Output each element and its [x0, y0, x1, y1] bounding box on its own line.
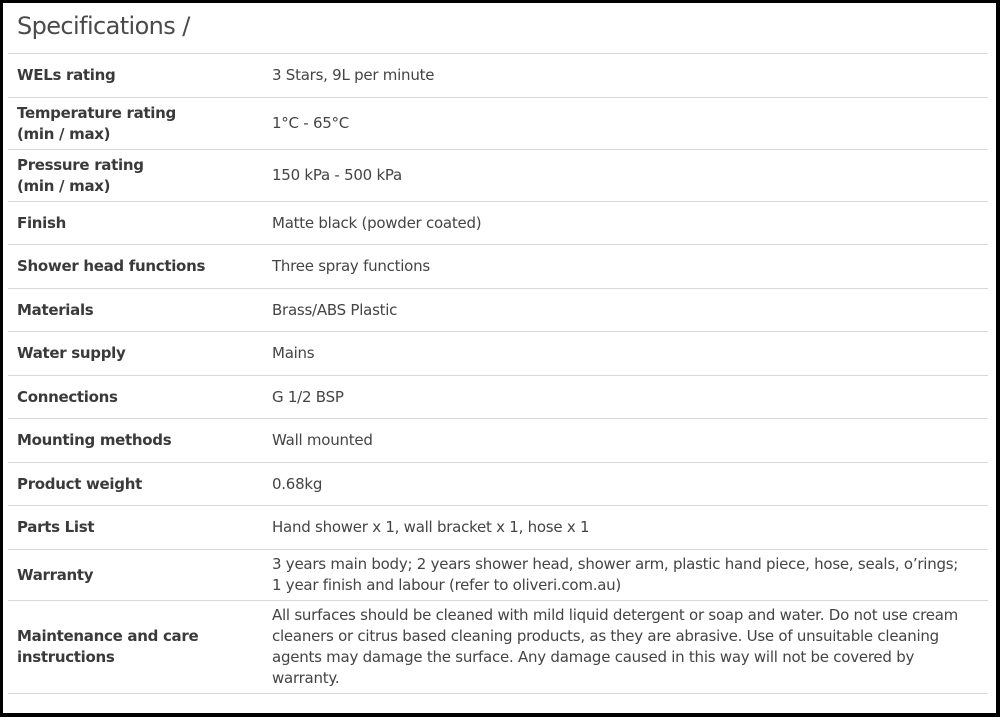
table-row	[8, 149, 988, 201]
table-row	[8, 331, 988, 375]
table-row	[8, 201, 988, 244]
row-label: Temperature rating (min / max)	[17, 103, 176, 143]
row-value: 150 kPa - 500 kPa	[272, 166, 402, 184]
table-row	[8, 505, 988, 549]
specifications-table	[8, 53, 988, 694]
row-value: 1°C - 65°C	[272, 114, 350, 132]
row-value: Matte black (powder coated)	[272, 213, 482, 232]
row-value: Brass/ABS Plastic	[272, 300, 398, 319]
table-row	[8, 600, 988, 694]
row-value: 3 Stars, 9L per minute	[272, 66, 435, 84]
row-label: Mounting methods	[17, 431, 172, 449]
row-value: Hand shower x 1, wall bracket x 1, hose x 1	[272, 518, 590, 536]
table-row	[8, 418, 988, 462]
table-row	[8, 97, 988, 149]
row-label: Connections	[17, 387, 118, 406]
row-label: Warranty	[17, 565, 94, 584]
row-value: Three spray functions	[272, 257, 430, 275]
page-title: Specifications /	[17, 12, 190, 40]
row-value: 0.68kg	[272, 474, 323, 493]
row-label: WELs rating	[17, 66, 116, 84]
row-label: Product weight	[17, 474, 142, 493]
row-label: Water supply	[17, 344, 126, 362]
specifications-panel	[3, 3, 996, 713]
table-row	[8, 549, 988, 600]
row-label: Materials	[17, 300, 94, 319]
row-label: Shower head functions	[17, 257, 206, 275]
row-value: 3 years main body; 2 years shower head, shower arm, plastic hand piece, hose, seals, o’rings; 1 year finish and labour (refer to oliveri.com.au)	[272, 555, 959, 594]
table-row	[8, 53, 988, 97]
row-value: Wall mounted	[272, 431, 373, 449]
table-row	[8, 288, 988, 331]
row-value: G 1/2 BSP	[272, 387, 344, 406]
table-row	[8, 375, 988, 418]
row-label: Pressure rating (min / max)	[17, 155, 144, 195]
row-label: Parts List	[17, 518, 95, 536]
table-row	[8, 244, 988, 288]
row-value: Mains	[272, 344, 315, 362]
row-label: Finish	[17, 213, 67, 232]
table-row	[8, 462, 988, 505]
row-label: Maintenance and care instructions	[17, 627, 199, 666]
row-value: All surfaces should be cleaned with mild liquid detergent or soap and water. Do not use cream cleaners or citrus based cleaning products, as they are abrasive. Use of unsuitable cleaning agents may damage the surface. Any damage caused in this way will not be covered by warranty.	[272, 606, 959, 687]
